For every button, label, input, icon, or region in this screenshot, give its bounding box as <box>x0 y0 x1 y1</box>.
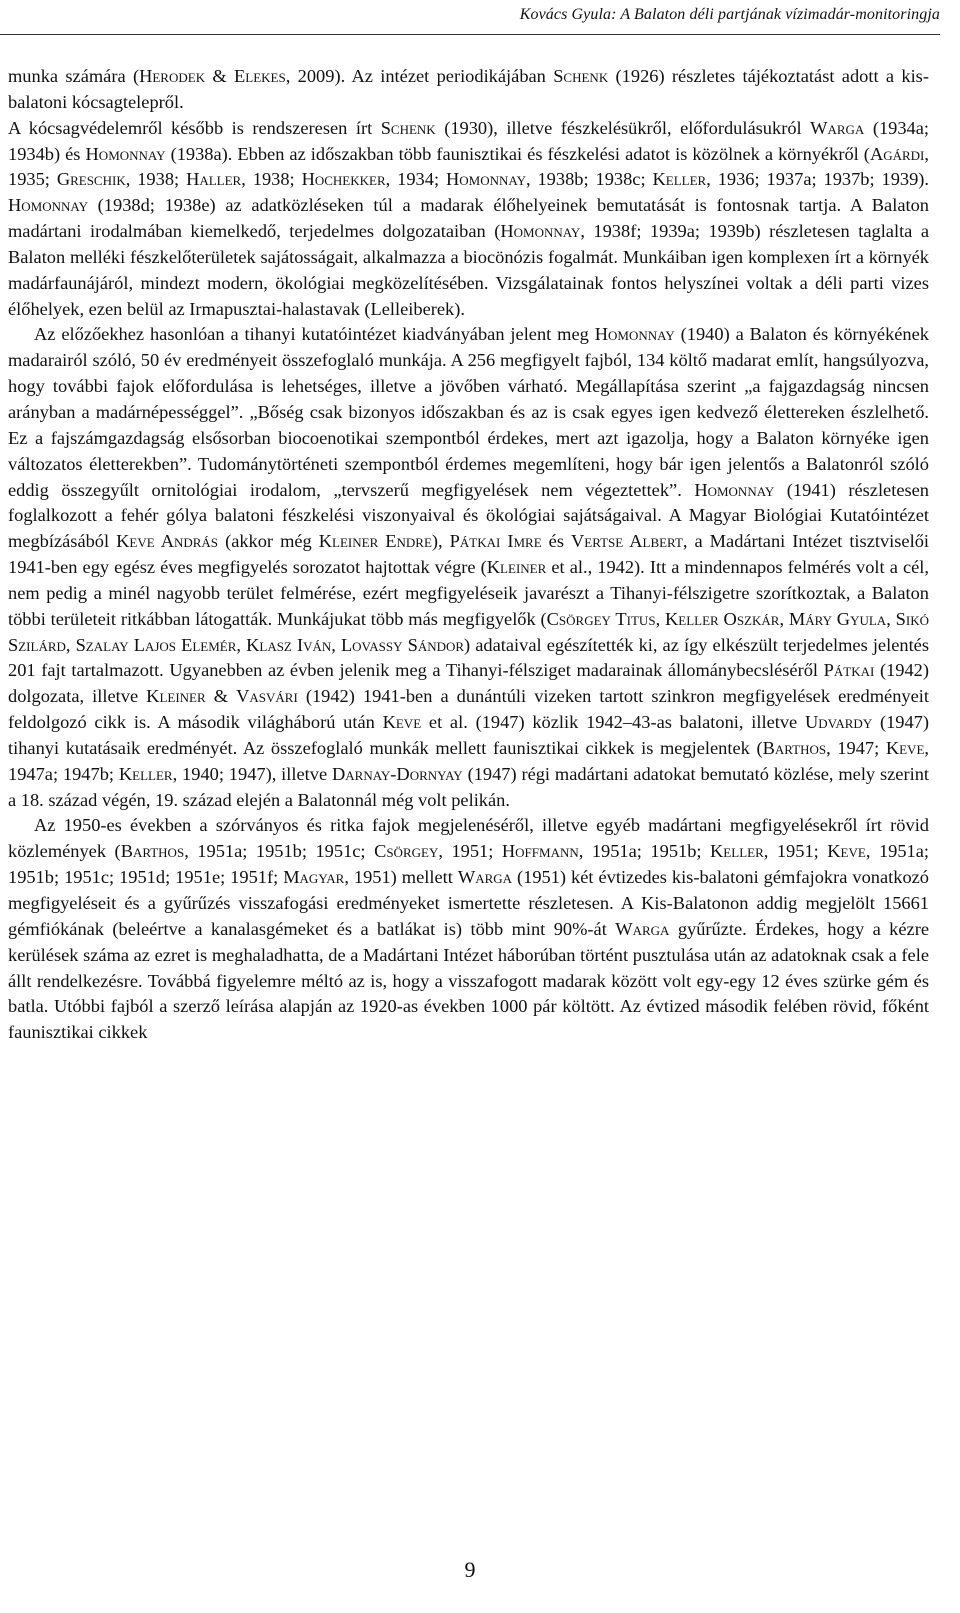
text-run: (1926) részletes tájékoztatást adott a kis-balatoni kócsagtelepről. <box>8 66 929 112</box>
author-name: Warga <box>810 117 865 138</box>
text-run: gyűrűzte. Érdekes, hogy a kézre kerülések száma az ezret is meghaladhatta, de a Madártani Intézet háborúban történt pusztulása után az adatoknak csak a fele állt rendelkezésre. Továbbá figyelemre méltó az is, hogy a visszafogott madarak között volt egy-egy 12 éves szürke gém és batla. Utóbbi fajból a szerző leírása alapján az 1920-as években 1000 pár költött. Az évtized második felében rövid, főként faunisztikai cikkek <box>8 918 929 1043</box>
text-run: Az 1950-es években a szórványos és ritka fajok megjelenéséről, illetve egyéb madártani megfigyelésekről írt rövid közlemények ( <box>8 815 929 862</box>
paragraph <box>8 116 929 323</box>
author-name: Pátkai Imre <box>449 531 542 552</box>
text-run: (1941) részletesen foglalkozott a fehér gólya balatoni fészkelési viszonyaival és ökológiai sajátságaival. A Magyar Biológiai Kutatóintézet megbízásából <box>8 479 930 552</box>
paragraph <box>8 813 929 1046</box>
author-name: Keller <box>710 841 764 862</box>
text-run: (1930), illetve fészkelésükről, előfordulásukról <box>435 117 811 138</box>
author-name: Kleiner <box>146 686 206 707</box>
text-run: , <box>655 608 665 629</box>
text-run: ), <box>431 531 450 552</box>
text-run: (1938a). Ebben az időszakban több faunisztikai és fészkelési adatot is közölnek a környékről ( <box>165 143 870 164</box>
author-name: Homonnay <box>500 221 581 242</box>
text-run: , 1951a; 1951b; <box>578 841 711 862</box>
author-name: Keller <box>118 763 173 784</box>
text-run: , 1938b; 1938c; <box>525 169 653 190</box>
author-name: Warga <box>457 867 513 888</box>
text-run: , 1951) mellett <box>344 867 458 888</box>
author-name: Vertse Albert <box>571 531 683 552</box>
text-run: (akkor még <box>218 531 319 552</box>
text-run: , <box>886 608 896 629</box>
running-header <box>0 4 940 35</box>
page-number: 9 <box>464 1557 476 1582</box>
text-run: et al. (1947) közlik 1942–43-as balatoni, illetve <box>421 712 805 733</box>
text-run: , <box>65 634 76 655</box>
text-run: és <box>541 531 571 552</box>
author-name: Haller <box>186 169 242 190</box>
author-name: Homonnay <box>85 143 166 164</box>
author-name: Herodek <box>139 66 206 86</box>
running-title: Kovács Gyula: A Balaton déli partjának vízimadár-monitoringja <box>519 6 940 23</box>
author-name: Pátkai <box>823 660 875 681</box>
paragraph <box>8 322 929 813</box>
author-name: Keller <box>652 169 707 190</box>
text-run: (1951) két évtizedes kis-balatoni gémfajokra vonatkozó megfigyeléseit és a gyűrűzés visszafogási eredményeket ismertette részletesen. A Kis-Balatonon addig megjelölt 15661 gémfiókának (beleértve a kanalasgémeket és a batlákat is) több mint 90%-át <box>8 867 929 939</box>
text-run: , 1951a; 1951b; 1951c; 1951d; 1951e; 1951f; <box>8 841 930 888</box>
text-run: A kócsagvédelemről később is rendszeresen írt <box>8 117 381 138</box>
text-run: , 1936; 1937a; 1937b; 1939). <box>706 169 930 190</box>
text-run: , 1951; <box>763 841 828 862</box>
author-name: Homonnay <box>594 324 675 345</box>
author-name: Greschik <box>56 169 126 190</box>
author-name: Keve András <box>116 531 219 552</box>
author-name: Szalay Lajos Elemér <box>75 634 237 655</box>
author-name: Barthos <box>762 737 827 758</box>
text-run: , 2009). Az intézet periodikájában <box>285 66 554 86</box>
author-name: Warga <box>615 918 670 939</box>
text-run: , <box>779 608 789 629</box>
text-run: , 1938; <box>241 169 302 190</box>
author-name: Csörgey <box>374 841 439 862</box>
author-name: Keve <box>885 737 925 758</box>
author-name: Kleiner Endre <box>318 531 432 552</box>
body-text <box>8 64 929 1046</box>
text-run: , a Madártani Intézet tisztviselői 1941-ben egy egész éves megfigyelés sorozatot hajtottak végre ( <box>8 531 930 578</box>
text-run: , 1947; <box>826 737 886 758</box>
text-run: , <box>236 634 247 655</box>
author-name: Homonnay <box>8 195 88 216</box>
author-name: Elekes <box>234 66 286 86</box>
text-run: munka számára ( <box>8 66 140 86</box>
author-name: Hochekker <box>301 169 386 190</box>
text-run: , 1947a; 1947b; <box>8 737 929 784</box>
text-run: Az előzőekhez hasonlóan a tihanyi kutatóintézet kiadványában jelent meg <box>34 324 595 345</box>
text-run: & <box>205 686 237 707</box>
author-name: Klasz Iván <box>246 634 332 655</box>
author-name: Kleiner <box>486 557 547 578</box>
text-run: (1934a; 1934b) és <box>8 117 929 164</box>
text-run: (1942) dolgozata, illetve <box>8 660 929 707</box>
text-run: et al., 1942). Itt a mindennapos felmérés volt a cél, nem pedig a minél nagyobb terület felmérése, ezért megfigyeléseik javarészt a Tihanyi-félszigetre szorítkoztak, a Balaton többi területeit ritkábban látogatták. Munkájukat több más megfigyelők ( <box>8 557 930 629</box>
author-name: Schenk <box>380 117 436 138</box>
text-run: , 1934; <box>385 169 446 190</box>
text-run: , 1951; <box>438 841 502 862</box>
author-name: Keller Oszkár <box>665 608 780 629</box>
text-run: , 1938; <box>125 169 187 190</box>
author-name: Magyar <box>283 867 345 888</box>
author-name: Barthos <box>120 841 185 862</box>
author-name: Darnay-Dornyay <box>332 763 463 784</box>
author-name: Lovassy Sándor <box>340 634 465 655</box>
text-run: , 1951a; 1951b; 1951c; <box>184 841 375 862</box>
text-run: (1940) a Balaton és környékének madarairól szóló, 50 év eredményeit összefoglaló munkája. A 256 megfigyelt fajból, 134 költő madarat említ, hangsúlyozva, hogy további fajok előfordulása is lehetséges, illetve a jövőben várható. Megállapítása szerint „a fajgazdagság nincsen arányban a madárnépességgel”. „Bőség csak bizonyos időszakban és az is csak egyes igen kedvező élettereken észlelhető. Ez a fajszámgazdagság elsősorban biocoenotikai szempontból érdekes, mert azt igazolja, hogy a Balaton környéke igen változatos életterekben”. Tudománytörténeti szempontból érdemes megemlíteni, hogy bár igen jelentős a Balatonról szóló eddig összegyűlt ornitológiai irodalom, „tervszerű megfigyelések nem végeztettek”. <box>8 324 929 500</box>
text-run: (1947) tihanyi kutatásaik eredményét. Az összefoglaló munkák mellett faunisztikai cikkek is megjelentek ( <box>8 712 929 758</box>
author-name: Agárdi <box>869 143 925 164</box>
author-name: Homonnay <box>445 169 526 190</box>
author-name: Sikó Szilárd <box>8 608 929 655</box>
text-run: , 1935; <box>8 143 929 190</box>
text-run: (1938d; 1938e) az adatközléseken túl a madarak élőhelyeinek bemutatását is fontosnak tartja. A Balaton madártani irodalmában kiemelkedő, terjedelmes dolgozataiban ( <box>8 195 929 242</box>
paragraph <box>8 64 929 116</box>
author-name: Csörgey Titus <box>546 608 656 629</box>
author-name: Homonnay <box>694 479 775 500</box>
text-run: , 1940; 1947), illetve <box>172 763 332 784</box>
text-run: , 1938f; 1939a; 1939b) részletesen taglalta a Balaton melléki fészkelőterületek sajátosságait, alkalmazza a biocönózis fogalmát. Munkáiban igen komplexen írt a környék madárfaunájáról, mindezt modern, ökológiai megközelítésében. Vizsgálatainak fontos helyszínei voltak a déli parti vizes élőhelyek, ezen belül az Irmapusztai-halastavak (Lelleiberek). <box>8 221 929 319</box>
text-run: (1942) 1941-ben a dunántúli vizeken tartott szinkron megfigyelések eredményeit feldolgozó cikk is. A második világháború után <box>8 686 929 733</box>
author-name: Hoffmann <box>501 841 579 862</box>
author-name: Keve <box>382 712 422 733</box>
text-run: (1947) régi madártani adatokat bemutató közlése, mely szerint a 18. század végén, 19. század elején a Balatonnál még volt pelikán. <box>8 763 930 810</box>
author-name: Schenk <box>553 66 609 86</box>
author-name: Keve <box>827 841 866 862</box>
text-run: ) adataival egészítették ki, az így elkészült terjedelmes jelentés 201 fajt tartalmazott. Ugyanebben az évben jelenik meg a Tihanyi-félsziget madarainak állománybecsléséről <box>8 634 929 681</box>
author-name: Udvardy <box>804 712 873 733</box>
text-run: , <box>331 634 341 655</box>
text-run: & <box>205 66 235 86</box>
author-name: Máry Gyula <box>788 608 887 629</box>
author-name: Vasvári <box>236 686 298 707</box>
